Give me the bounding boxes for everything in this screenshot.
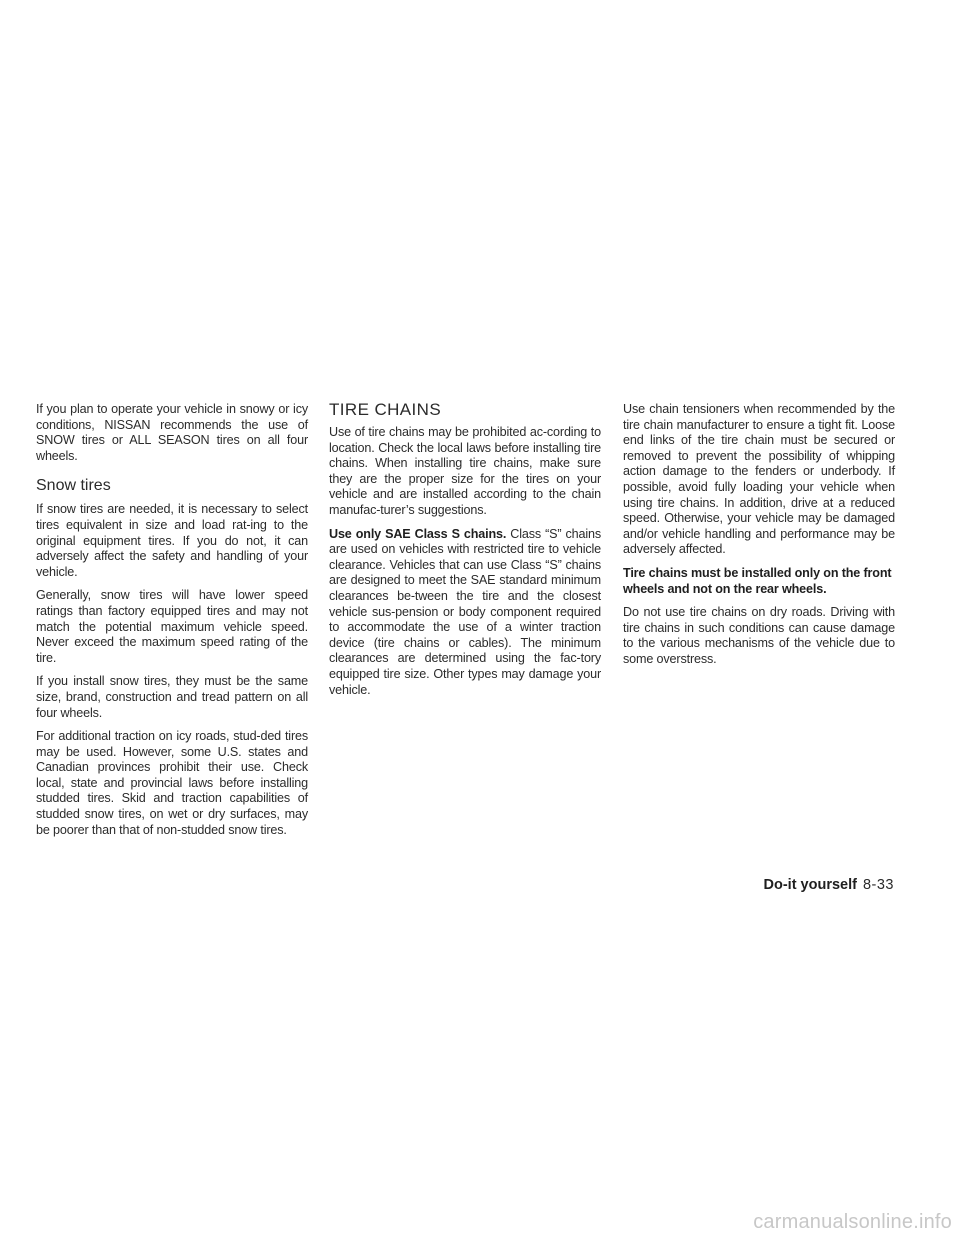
- column-middle: [329, 402, 601, 706]
- intro-paragraph: If you plan to operate your vehicle in snowy or icy conditions, NISSAN recommends the use of SNOW tires or ALL SEASON tires on all four wheels.: [36, 402, 308, 463]
- column-right: [623, 402, 895, 676]
- column-left: [36, 402, 308, 846]
- front-wheels-warning: Tire chains must be installed only on the front wheels and not on the rear wheels.: [623, 565, 892, 596]
- tire-chains-heading: TIRE CHAINS: [329, 400, 442, 419]
- snow-tires-paragraph: If you install snow tires, they must be the same size, brand, construction and tread pattern on all four wheels.: [36, 674, 308, 720]
- class-s-paragraph: [329, 527, 601, 699]
- snow-tires-paragraph: Generally, snow tires will have lower speed ratings than factory equipped tires and may not match the potential maximum vehicle speed. Never exceed the maximum speed rating of the tire.: [36, 588, 308, 665]
- snow-tires-heading: Snow tires: [36, 477, 111, 495]
- class-s-body: Class “S” chains are used on vehicles with restricted tire to vehicle clearance. Vehicles that can use Class “S” chains are designed to meet the SAE standard minimum clearances be-tween the tire and the closest vehicle sus-pension or body component required to accommodate the use of a winter traction device (tire chains or cables). The minimum clearances are determined using the fac-tory equipped tire size. Other types may damage your vehicle.: [329, 526, 601, 697]
- snow-tires-paragraph: If snow tires are needed, it is necessary to select tires equivalent in size and load rat-ing to the original equipment tires. If you do not, it can adversely affect the safety and handling of your vehicle.: [36, 502, 308, 579]
- page-number: 8-33: [862, 877, 894, 893]
- dry-roads-paragraph: Do not use tire chains on dry roads. Driving with tire chains in such conditions can cause damage to the various mechanisms of the vehicle due to some overstress.: [623, 605, 895, 666]
- watermark: carmanualsonline.info: [753, 1211, 952, 1233]
- tire-chains-paragraph: Use of tire chains may be prohibited ac-cording to location. Check the local laws before installing tire chains. When installing tire chains, make sure they are the proper size for the tires on your vehicle and are installed according to the chain manufac-turer’s suggestions.: [329, 425, 601, 517]
- chapter-title: Do-it yourself: [763, 877, 857, 893]
- page-footer: [764, 877, 894, 893]
- class-s-lead: Use only SAE Class S chains.: [329, 526, 507, 541]
- chain-tensioners-paragraph: Use chain tensioners when recommended by the tire chain manufacturer to ensure a tight fit. Loose end links of the tire chain must be secured or removed to prevent the possibility of whipping action damage to the fenders or underbody. If possible, avoid fully loading your vehicle when using tire chains. In addition, drive at a reduced speed. Otherwise, your vehicle may be damaged and/or vehicle handling and performance may be adversely affected.: [623, 402, 895, 557]
- snow-tires-paragraph: For additional traction on icy roads, stud-ded tires may be used. However, some U.S. states and Canadian provinces prohibit their use. Check local, state and provincial laws before installing studded tires. Skid and traction capabilities of studded snow tires, on wet or dry surfaces, may be poorer than that of non-studded snow tires.: [36, 729, 308, 837]
